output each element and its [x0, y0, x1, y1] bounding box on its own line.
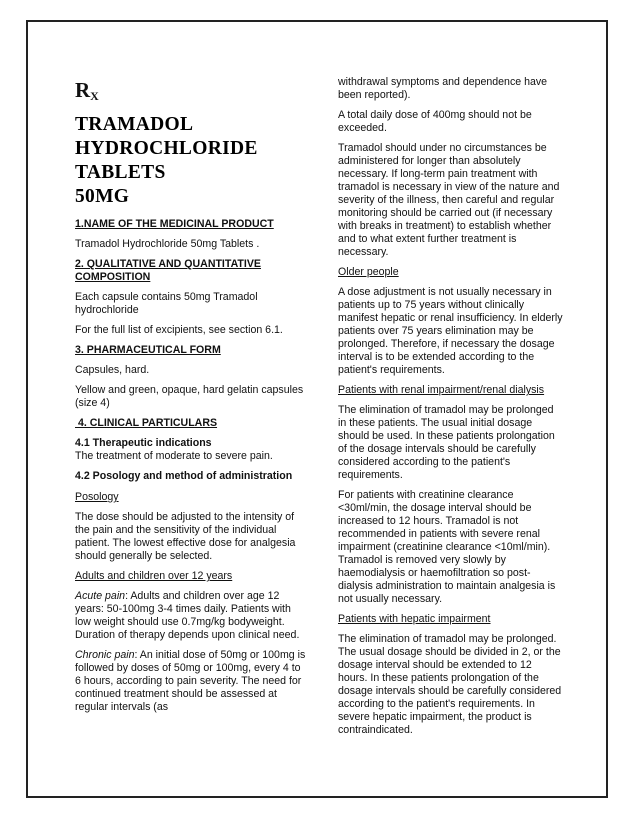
adults-heading: Adults and children over 12 years [75, 570, 233, 582]
rx-sub: X [90, 89, 99, 103]
posology-heading: Posology [75, 491, 119, 503]
rx-symbol [75, 77, 307, 109]
chronic-pain-label: Chronic pain [75, 649, 135, 661]
hepatic-heading: Patients with hepatic impairment [338, 613, 491, 625]
section-1-text: Tramadol Hydrochloride 50mg Tablets . [75, 238, 260, 250]
acute-pain-text: : Adults and children over age 12 years: 50-100mg 3-4 times daily. Patients with low weight should use 0.7mg/kg bodyweight. Duration of therapy depends upon clinical need. [75, 590, 300, 641]
title-line-2: HYDROCHLORIDE [75, 138, 258, 159]
section-3-heading: 3. PHARMACEUTICAL FORM [75, 344, 221, 356]
section-2-text-1: Each capsule contains 50mg Tramadol hydrochloride [75, 291, 258, 316]
section-4-heading: 4. CLINICAL PARTICULARS [75, 417, 218, 429]
section-3-text-1: Capsules, hard. [75, 364, 150, 376]
posology-text: The dose should be adjusted to the intensity of the pain and the sensitivity of the individual patient. The lowest effective dose for analgesia should generally be selected. [75, 511, 296, 562]
document-title [75, 113, 307, 209]
left-column [75, 77, 307, 721]
section-2-heading: 2. QUALITATIVE AND QUANTITATIVE COMPOSITION [75, 258, 261, 283]
chronic-pain-text: : An initial dose of 50mg or 100mg is followed by doses of 50mg or 100mg, every 4 to 6 hours, according to pain severity. The need for continued treatment should be assessed at regular intervals (as [75, 649, 306, 713]
section-4-1-heading: 4.1 Therapeutic indications [75, 437, 212, 449]
section-4-2-heading: 4.2 Posology and method of administration [75, 470, 293, 482]
hepatic-text: The elimination of tramadol may be prolonged. The usual dosage should be divided in 2, or the dosage interval should be extended to 12 hours. In these patients prolongation of the dosage intervals should be carefully considered according to the patient's requirements. In severe hepatic impairment, the product is contraindicated. [338, 633, 562, 736]
right-column [338, 76, 563, 744]
renal-text-1: The elimination of tramadol may be prolonged in these patients. The usual initial dosage should be used. In these patients prolongation of the dosage intervals should be carefully considered according to the patient's requirements. [338, 404, 555, 481]
acute-pain-label: Acute pain [75, 590, 126, 602]
section-2-text-2: For the full list of excipients, see section 6.1. [75, 324, 283, 336]
older-people-text: A dose adjustment is not usually necessary in patients up to 75 years without clinically manifest hepatic or renal insufficiency. In elderly patients over 75 years elimination may be prolonged. Therefore, if necessary the dosage interval is to be extended according to the patient's requirements. [338, 286, 563, 376]
acute-pain-paragraph [75, 590, 307, 642]
older-people-heading: Older people [338, 266, 399, 278]
section-1-heading: 1.NAME OF THE MEDICINAL PRODUCT [75, 218, 274, 230]
rx-main: R [75, 78, 91, 102]
renal-text-2: For patients with creatinine clearance <30ml/min, the dosage interval should be increased to 12 hours. Tramadol is not recommended in patients with severe renal impairment (creatinine clearance <10ml/min). Tramadol is removed very slowly by haemodialysis or haemofiltration so post-dialysis administration to maintain analgesia is not usually necessary. [338, 489, 556, 605]
title-line-3: TABLETS [75, 162, 166, 183]
section-3-text-2: Yellow and green, opaque, hard gelatin capsules (size 4) [75, 384, 304, 409]
title-line-1: TRAMADOL [75, 114, 194, 135]
chronic-pain-paragraph [75, 649, 307, 714]
withdrawal-text: withdrawal symptoms and dependence have been reported). [338, 76, 548, 101]
renal-heading: Patients with renal impairment/renal dialysis [338, 384, 545, 396]
max-dose-text: A total daily dose of 400mg should not be exceeded. [338, 109, 532, 134]
duration-text: Tramadol should under no circumstances be administered for longer than absolutely necessary. If long-term pain treatment with tramadol is necessary in view of the nature and severity of the illness, then careful and regular monitoring should be carried out (if necessary with breaks in treatment) to establish whether and to what extent further treatment is necessary. [338, 142, 560, 258]
section-4-1-text: The treatment of moderate to severe pain. [75, 450, 273, 462]
title-line-4: 50MG [75, 186, 130, 207]
